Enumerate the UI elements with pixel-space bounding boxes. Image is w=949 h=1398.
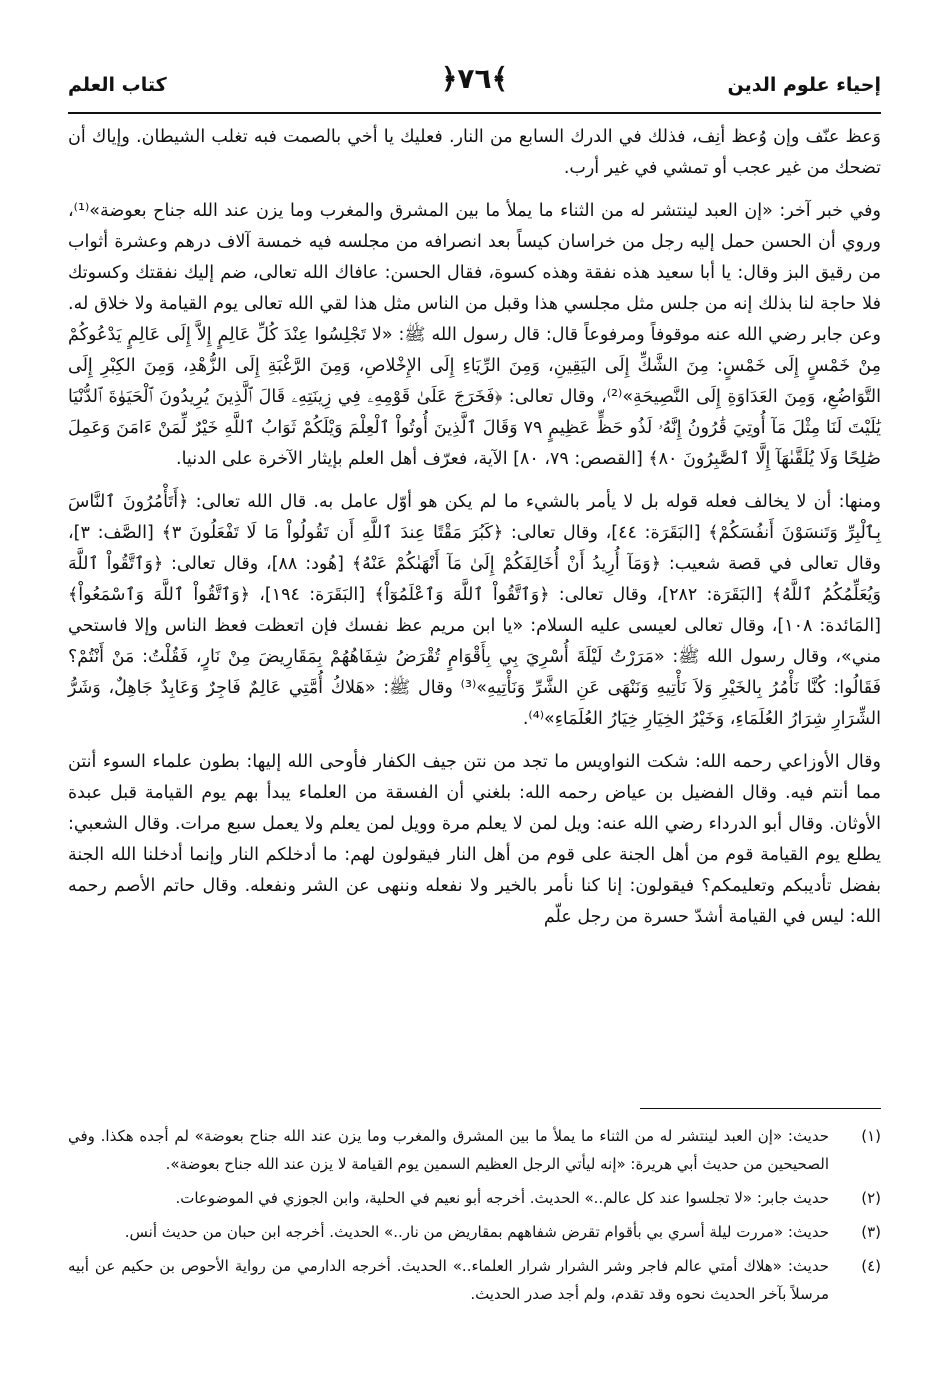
footnote-number: (٢)	[861, 1189, 881, 1207]
footnote-text: حديث: «إن العبد لينتشر له من الثناء ما يملأ ما بين المشرق والمغرب وما يزن عند الله جناح بعوضة» لم أجده هكذا. وفي الصحيحين من حديث أبي هريرة: «إنه ليأتي الرجل العظيم السمين يوم القيامة لا يزن عند الله جناح بعوضة».	[68, 1127, 829, 1173]
page-header	[68, 62, 881, 106]
header-divider	[68, 112, 881, 114]
footnote-text: حديث: «مررت ليلة أسري بي بأقوام تقرض شفاههم بمقاريض من نار..» الحديث. أخرجه ابن حبان من حديث أنس.	[124, 1223, 829, 1241]
footnote-divider	[640, 1108, 881, 1109]
book-title: إحياء علوم الدين	[727, 74, 881, 96]
footnote-3	[68, 1218, 881, 1246]
paragraph-gap	[68, 184, 881, 196]
paragraph-gap	[68, 735, 881, 747]
footnote-number: (٤)	[861, 1257, 881, 1275]
page-number: ﴿٧٦﴾	[441, 62, 508, 95]
paragraph-2: وفي خبر آخر: «إن العبد لينتشر له من الثناء ما يملأ ما بين المشرق والمغرب وما يزن عند الله جناح بعوضة»⁽¹⁾، وروي أن الحسن حمل إليه رجل من خراسان كيساً بعد انصرافه من مجلسه فيه خمسة آلاف درهم وعشرة أثواب من رقيق البز وقال: يا أبا سعيد هذه نفقة وهذه كسوة، فقال الحسن: عافاك الله تعالى، ضم إليك نفقتك وكسوتك فلا حاجة لنا بذلك إنه من جلس مثل مجلسي هذا وقبل من الناس مثل هذا لقي الله تعالى يوم القيامة ولا خلاق له. وعن جابر رضي الله عنه موقوفاً ومرفوعاً قال: قال رسول الله ﷺ: «لا تَجْلِسُوا عِنْدَ كُلِّ عَالِمٍ إِلاَّ إِلَى عَالِمٍ يَدْعُوكُمْ مِنْ خَمْسٍ إِلَى خَمْسٍ: مِنَ الشَّكِّ إِلَى اليَقِينِ، وَمِنَ الرِّيَاءِ إِلَى الإِخْلاصِ، وَمِنَ الرَّغْبَةِ إِلَى الزُّهْدِ، وَمِنَ الكِبْرِ إِلَى التَّوَاضُعِ، وَمِنَ العَدَاوَةِ إِلَى النَّصِيحَةِ»⁽²⁾، وقال تعالى: ﴿فَخَرَجَ عَلَىٰ قَوْمِهِۦ فِي زِينَتِهِۦ قَالَ ٱلَّذِينَ يُرِيدُونَ ٱلْحَيَوٰةَ ٱلدُّنْيَا يَٰلَيْتَ لَنَا مِثْلَ مَآ أُوتِيَ قَٰرُونُ إِنَّهُۥ لَذُو حَظٍّ عَظِيمٍ ٧٩ وَقَالَ ٱلَّذِينَ أُوتُواْ ٱلْعِلْمَ وَيْلَكُمْ ثَوَابُ ٱللَّهِ خَيْرٌ لِّمَنْ ءَامَنَ وَعَمِلَ صَٰلِحًا وَلَا يُلَقَّىٰهَآ إِلَّا ٱلصَّٰبِرُونَ ٨٠﴾ [القصص: ٧٩، ٨٠] الآية، فعرّف أهل العلم بإيثار الآخرة على الدنيا.	[68, 201, 882, 469]
footnote-text: حديث جابر: «لا تجلسوا عند كل عالم..» الحديث. أخرجه أبو نعيم في الحلية، وابن الجوزي في الموضوعات.	[175, 1189, 829, 1207]
footnotes	[68, 1122, 881, 1314]
paragraph-4: وقال الأوزاعي رحمه الله: شكت النواويس ما تجد من نتن جيف الكفار فأوحى الله إليها: بطون علماء السوء أنتن مما أنتم فيه. وقال الفضيل بن عياض رحمه الله: بلغني أن الفسقة من العلماء يبدأ بهم يوم القيامة قبل عبدة الأوثان. وقال أبو الدرداء رضي الله عنه: ويل لمن لا يعلم مرة وويل لمن يعلم ولا يعمل سبع مرات. وقال الشعبي: يطلع يوم القيامة قوم من أهل الجنة على قوم من أهل النار فيقولون لهم: ما أدخلكم النار وإنما أدخلنا الله الجنة بفضل تأديبكم وتعليمكم؟ فيقولون: إنا كنا نأمر بالخير ولا نفعله وننهى عن الشر ونفعله. وقال حاتم الأصم رحمه الله: ليس في القيامة أشدّ حسرة من رجل علّم	[68, 752, 881, 927]
paragraph-1: وَعظ عنّف وإن وُعظ أنِف، فذلك في الدرك السابع من النار. فعليك يا أخي بالصمت فبه تغلب الشيطان. وإياك أن تضحك من غير عجب أو تمشي في غير أرب.	[68, 127, 881, 178]
footnote-2	[68, 1184, 881, 1212]
paragraph-gap	[68, 475, 881, 487]
footnote-text: حديث: «هلاك أمتي عالم فاجر وشر الشرار شرار العلماء..» الحديث. أخرجه الدارمي من رواية الأحوص بن حكيم عن أبيه مرسلاً بآخر الحديث نحوه وقد تقدم، ولم أجد صدر الحديث.	[68, 1257, 829, 1303]
main-text	[68, 122, 881, 933]
footnote-number: (٣)	[861, 1223, 881, 1241]
footnote-1	[68, 1122, 881, 1178]
paragraph-3: ومنها: أن لا يخالف فعله قوله بل لا يأمر بالشيء ما لم يكن هو أوّل عامل به. قال الله تعالى: ﴿أَتَأْمُرُونَ ٱلنَّاسَ بِٱلْبِرِّ وَتَنسَوْنَ أَنفُسَكُمْ﴾ [البَقَرَة: ٤٤]، وقال تعالى: ﴿كَبُرَ مَقْتًا عِندَ ٱللَّهِ أَن تَقُولُواْ مَا لَا تَفْعَلُونَ ٣﴾ [الصَّف: ٣]، وقال تعالى في قصة شعيب: ﴿وَمَآ أُرِيدُ أَنْ أُخَالِفَكُمْ إِلَىٰ مَآ أَنْهَىٰكُمْ عَنْهُ﴾ [هُود: ٨٨]، وقال تعالى: ﴿وَٱتَّقُواْ ٱللَّهَ وَيُعَلِّمُكُمُ ٱللَّهُ﴾ [البَقَرَة: ٢٨٢]، وقال تعالى: ﴿وَٱتَّقُواْ ٱللَّهَ وَٱعْلَمُوٓاْ﴾ [البَقَرَة: ١٩٤]، ﴿وَٱتَّقُواْ ٱللَّهَ وَٱسْمَعُواْ﴾ [المَائدة: ١٠٨]، وقال تعالى لعيسى عليه السلام: «يا ابن مريم عظ نفسك فإن اتعظت فعظ الناس وإلا فاستحي مني»، وقال رسول الله ﷺ: «مَرَرْتُ لَيْلَةَ أُسْرِيَ بِي بِأَقْوَامٍ تُقْرَضُ شِفَاهُهُمْ بِمَقَارِيضَ مِنْ نَارٍ، فَقُلْتُ: مَنْ أَنْتُمْ؟ فَقَالُوا: كُنَّا نَأْمُرُ بِالخَيْرِ وَلاَ نَأْتِيهِ وَنَنْهَى عَنِ الشَّرِّ وَنَأْتِيهِ»⁽³⁾ وقال ﷺ: «هَلاكُ أُمَّتِي عَالِمٌ فَاجِرٌ وَعَابِدٌ جَاهِلٌ، وَشَرُّ الشِّرَارِ شِرَارُ العُلَمَاءِ، وَخَيْرُ الخِيَارِ خِيَارُ العُلَمَاءِ»⁽⁴⁾.	[68, 492, 882, 729]
footnote-number: (١)	[861, 1127, 881, 1145]
chapter-title: كتاب العلم	[68, 74, 167, 96]
footnote-4	[68, 1252, 881, 1308]
